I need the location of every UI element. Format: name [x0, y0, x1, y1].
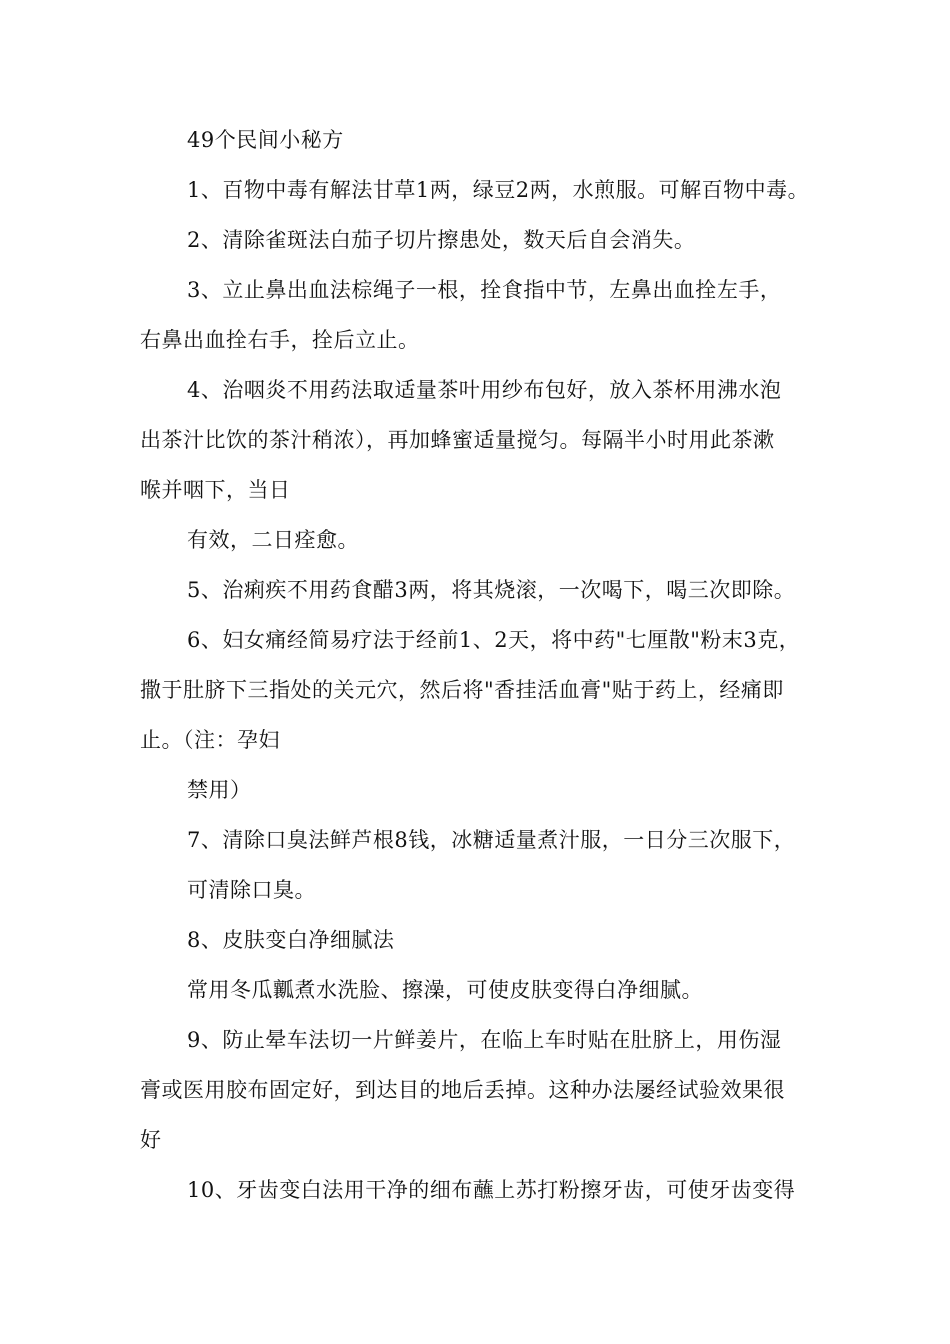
text-line: 撒于肚脐下三指处的关元穴，然后将"香挂活血膏"贴于药上，经痛即: [140, 678, 784, 702]
text-line: 6、妇女痛经简易疗法于经前1、2天，将中药"七厘散"粉末3克，: [187, 628, 801, 652]
text-line: 7、清除口臭法鲜芦根8钱，冰糖适量煮汁服，一日分三次服下，: [187, 828, 796, 852]
text-line: 10、牙齿变白法用干净的细布蘸上苏打粉擦牙齿，可使牙齿变得: [187, 1178, 796, 1202]
text-line: 1、百物中毒有解法甘草1两，绿豆2两，水煎服。可解百物中毒。: [187, 178, 810, 202]
text-line: 2、清除雀斑法白茄子切片擦患处，数天后自会消失。: [187, 228, 696, 252]
text-line: 可清除口臭。: [187, 878, 316, 902]
text-line: 9、防止晕车法切一片鲜姜片，在临上车时贴在肚脐上，用伤湿: [187, 1028, 782, 1052]
text-line: 3、立止鼻出血法棕绳子一根，拴食指中节，左鼻出血拴左手，: [187, 278, 782, 302]
text-line: 常用冬瓜瓤煮水洗脸、擦澡，可使皮肤变得白净细腻。: [187, 978, 703, 1002]
text-line: 右鼻出血拴右手，拴后立止。: [140, 328, 420, 352]
text-line: 出茶汁比饮的茶汁稍浓），再加蜂蜜适量搅匀。每隔半小时用此茶漱: [140, 428, 775, 452]
text-line: 喉并咽下，当日: [140, 478, 291, 502]
text-line: 5、治痢疾不用药食醋3两，将其烧滚，一次喝下，喝三次即除。: [187, 578, 796, 602]
text-line: 4、治咽炎不用药法取适量茶叶用纱布包好，放入茶杯用沸水泡: [187, 378, 782, 402]
text-line: 8、皮肤变白净细腻法: [187, 928, 395, 952]
text-line: 好: [140, 1128, 162, 1152]
document-title: 49个民间小秘方: [187, 128, 344, 152]
text-line: 禁用）: [187, 778, 252, 802]
text-line: 止。（注：孕妇: [140, 728, 280, 752]
text-line: 有效，二日痊愈。: [187, 528, 359, 552]
text-line: 膏或医用胶布固定好，到达目的地后丢掉。这种办法屡经试验效果很: [140, 1078, 785, 1102]
